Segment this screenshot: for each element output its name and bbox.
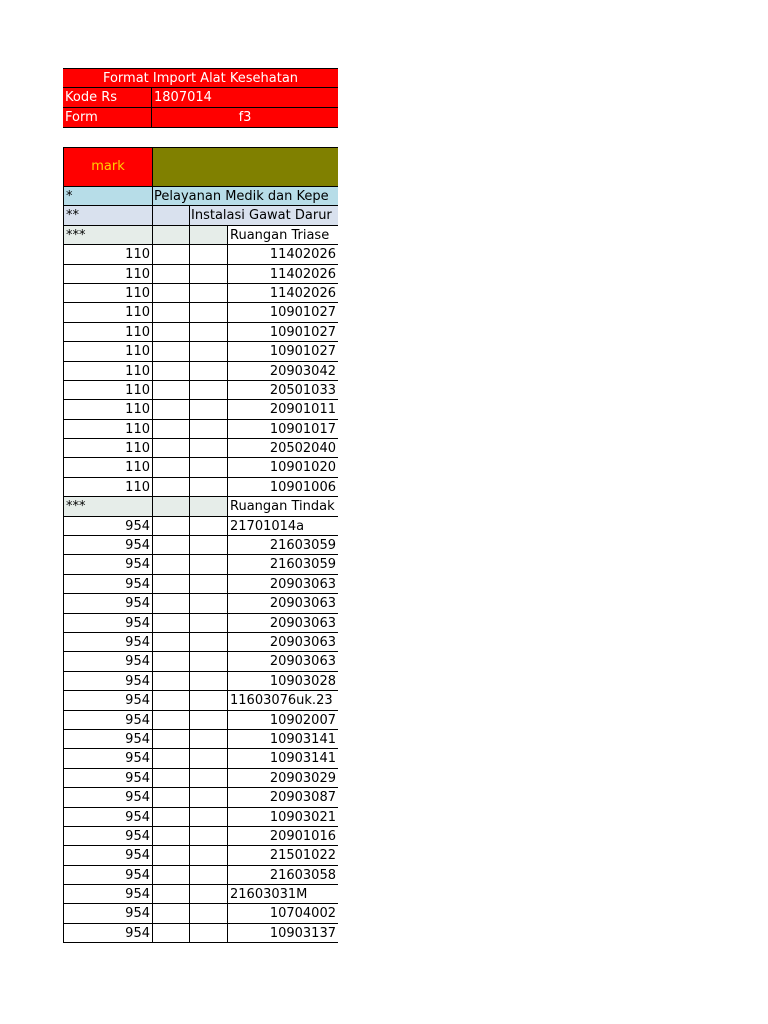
table-row xyxy=(63,808,338,827)
table-row xyxy=(63,749,338,768)
table-row xyxy=(63,711,338,730)
mark-cell[interactable]: 954 xyxy=(63,788,152,806)
mark-cell[interactable]: 110 xyxy=(63,439,152,457)
empty-cell[interactable] xyxy=(152,245,189,263)
empty-cell[interactable] xyxy=(189,517,227,535)
code-cell[interactable]: 10704002 xyxy=(227,904,338,922)
code-cell[interactable]: 20903063 xyxy=(227,652,338,670)
empty-cell[interactable] xyxy=(152,866,189,884)
empty-cell[interactable] xyxy=(189,381,227,399)
empty-cell[interactable] xyxy=(189,866,227,884)
code-cell[interactable]: 10901027 xyxy=(227,342,338,360)
group-name[interactable]: Ruangan Tindak xyxy=(227,497,338,515)
mark-cell[interactable]: 954 xyxy=(63,769,152,787)
table-row xyxy=(63,536,338,555)
mark-cell[interactable]: 110 xyxy=(63,400,152,418)
empty-cell[interactable] xyxy=(189,245,227,263)
empty-cell[interactable] xyxy=(152,497,189,515)
mark-cell[interactable]: 954 xyxy=(63,924,152,942)
level2-row xyxy=(63,206,338,225)
kode-rs-row xyxy=(63,88,338,108)
code-cell[interactable]: 21603058 xyxy=(227,866,338,884)
title-row xyxy=(63,68,338,88)
mark-cell[interactable]: 110 xyxy=(63,265,152,283)
header-block xyxy=(63,68,338,128)
empty-cell[interactable] xyxy=(152,323,189,341)
empty-cell[interactable] xyxy=(189,400,227,418)
code-cell[interactable]: 10903137 xyxy=(227,924,338,942)
mark-cell[interactable]: 954 xyxy=(63,866,152,884)
mark-cell[interactable]: 954 xyxy=(63,652,152,670)
empty-cell[interactable] xyxy=(152,420,189,438)
empty-cell[interactable] xyxy=(152,924,189,942)
mark-cell[interactable]: 954 xyxy=(63,904,152,922)
data-grid xyxy=(63,147,338,943)
empty-cell[interactable] xyxy=(152,362,189,380)
empty-cell[interactable] xyxy=(189,497,227,515)
mark-cell[interactable]: 110 xyxy=(63,381,152,399)
empty-cell[interactable] xyxy=(152,458,189,476)
code-cell[interactable]: 20903029 xyxy=(227,769,338,787)
empty-cell[interactable] xyxy=(189,536,227,554)
empty-cell[interactable] xyxy=(189,439,227,457)
code-cell[interactable]: 10903141 xyxy=(227,749,338,767)
empty-cell[interactable] xyxy=(152,594,189,612)
empty-cell[interactable] xyxy=(152,788,189,806)
code-cell[interactable]: 20903063 xyxy=(227,614,338,632)
empty-cell[interactable] xyxy=(152,711,189,729)
table-row xyxy=(63,439,338,458)
code-cell[interactable]: 11402026 xyxy=(227,265,338,283)
mark-cell[interactable]: 110 xyxy=(63,323,152,341)
table-row xyxy=(63,827,338,846)
table-row xyxy=(63,323,338,342)
empty-cell[interactable] xyxy=(152,827,189,845)
table-row xyxy=(63,303,338,322)
empty-cell[interactable] xyxy=(189,672,227,690)
mark-cell[interactable]: 954 xyxy=(63,614,152,632)
table-row xyxy=(63,517,338,536)
mark-column-header[interactable]: mark xyxy=(64,148,153,186)
code-cell[interactable]: 20903063 xyxy=(227,575,338,593)
mark-cell[interactable]: 110 xyxy=(63,284,152,302)
empty-cell[interactable] xyxy=(189,323,227,341)
code-cell[interactable]: 21603031M xyxy=(227,885,338,903)
mark-cell[interactable]: 954 xyxy=(63,749,152,767)
empty-cell[interactable] xyxy=(152,555,189,573)
table-row xyxy=(63,652,338,671)
table-row xyxy=(63,420,338,439)
empty-cell[interactable] xyxy=(152,284,189,302)
code-cell[interactable]: 21701014a xyxy=(227,517,338,535)
olive-header-cell[interactable] xyxy=(153,148,338,186)
table-row xyxy=(63,362,338,381)
spreadsheet xyxy=(63,68,338,941)
empty-cell[interactable] xyxy=(189,614,227,632)
empty-cell[interactable] xyxy=(189,265,227,283)
empty-cell[interactable] xyxy=(189,846,227,864)
empty-cell[interactable] xyxy=(152,265,189,283)
empty-cell[interactable] xyxy=(189,226,227,244)
table-row xyxy=(63,672,338,691)
code-cell[interactable]: 10903141 xyxy=(227,730,338,748)
empty-cell[interactable] xyxy=(152,904,189,922)
table-row xyxy=(63,633,338,652)
empty-cell[interactable] xyxy=(152,614,189,632)
empty-cell[interactable] xyxy=(152,769,189,787)
level2-text[interactable]: Instalasi Gawat Darur xyxy=(189,206,338,224)
code-cell[interactable]: 21603059 xyxy=(227,555,338,573)
level2-blank-cell[interactable] xyxy=(152,206,189,224)
code-cell[interactable]: 11603076uk.23 xyxy=(227,691,338,709)
mark-cell[interactable]: 110 xyxy=(63,342,152,360)
empty-cell[interactable] xyxy=(152,749,189,767)
empty-cell[interactable] xyxy=(189,769,227,787)
table-row xyxy=(63,284,338,303)
code-cell[interactable]: 10903028 xyxy=(227,672,338,690)
level2-marker[interactable]: ** xyxy=(63,206,152,224)
group-marker[interactable]: *** xyxy=(63,226,152,244)
empty-cell[interactable] xyxy=(152,672,189,690)
code-cell[interactable]: 20903063 xyxy=(227,594,338,612)
code-cell[interactable]: 10901027 xyxy=(227,323,338,341)
group-marker[interactable]: *** xyxy=(63,497,152,515)
empty-cell[interactable] xyxy=(152,303,189,321)
code-cell[interactable]: 10903021 xyxy=(227,808,338,826)
mark-cell[interactable]: 954 xyxy=(63,672,152,690)
mark-cell[interactable]: 954 xyxy=(63,846,152,864)
table-row xyxy=(63,769,338,788)
code-cell[interactable]: 11402026 xyxy=(227,284,338,302)
sheet-title[interactable]: Format Import Alat Kesehatan xyxy=(63,68,338,87)
table-row xyxy=(63,478,338,497)
table-row xyxy=(63,846,338,865)
empty-cell[interactable] xyxy=(189,711,227,729)
empty-cell[interactable] xyxy=(189,420,227,438)
table-row xyxy=(63,575,338,594)
group-header-row xyxy=(63,226,338,245)
form-label[interactable]: Form xyxy=(63,108,152,127)
table-row xyxy=(63,691,338,710)
empty-cell[interactable] xyxy=(152,226,189,244)
group-name[interactable]: Ruangan Triase xyxy=(227,226,338,244)
empty-cell[interactable] xyxy=(189,730,227,748)
empty-cell[interactable] xyxy=(189,904,227,922)
table-row xyxy=(63,904,338,923)
code-cell[interactable]: 20903063 xyxy=(227,633,338,651)
form-value[interactable]: f3 xyxy=(152,108,338,127)
empty-cell[interactable] xyxy=(152,517,189,535)
empty-cell[interactable] xyxy=(189,652,227,670)
mark-cell[interactable]: 110 xyxy=(63,458,152,476)
empty-cell[interactable] xyxy=(152,691,189,709)
mark-cell[interactable]: 954 xyxy=(63,575,152,593)
table-row xyxy=(63,400,338,419)
empty-cell[interactable] xyxy=(152,633,189,651)
code-cell[interactable]: 10901017 xyxy=(227,420,338,438)
column-header-row xyxy=(63,147,338,187)
table-row xyxy=(63,342,338,361)
table-row xyxy=(63,788,338,807)
table-row xyxy=(63,885,338,904)
empty-cell[interactable] xyxy=(189,749,227,767)
empty-cell[interactable] xyxy=(152,808,189,826)
mark-cell[interactable]: 954 xyxy=(63,536,152,554)
empty-cell[interactable] xyxy=(189,478,227,496)
code-cell[interactable]: 20502040 xyxy=(227,439,338,457)
empty-cell[interactable] xyxy=(152,381,189,399)
level1-marker[interactable]: * xyxy=(63,187,152,205)
table-row xyxy=(63,614,338,633)
mark-cell[interactable]: 954 xyxy=(63,730,152,748)
kode-rs-label[interactable]: Kode Rs xyxy=(63,88,152,107)
empty-cell[interactable] xyxy=(189,362,227,380)
empty-cell[interactable] xyxy=(152,478,189,496)
mark-cell[interactable]: 954 xyxy=(63,885,152,903)
mark-cell[interactable]: 954 xyxy=(63,691,152,709)
code-cell[interactable]: 10901027 xyxy=(227,303,338,321)
table-row xyxy=(63,265,338,284)
code-cell[interactable]: 20903042 xyxy=(227,362,338,380)
kode-rs-value[interactable]: 1807014 xyxy=(152,88,338,107)
empty-cell[interactable] xyxy=(189,633,227,651)
empty-cell[interactable] xyxy=(189,342,227,360)
mark-cell[interactable]: 954 xyxy=(63,594,152,612)
table-row xyxy=(63,381,338,400)
empty-cell[interactable] xyxy=(152,400,189,418)
empty-cell[interactable] xyxy=(189,575,227,593)
table-row xyxy=(63,245,338,264)
mark-cell[interactable]: 110 xyxy=(63,420,152,438)
table-row xyxy=(63,730,338,749)
code-cell[interactable]: 20901016 xyxy=(227,827,338,845)
mark-cell[interactable]: 110 xyxy=(63,245,152,263)
groups-container xyxy=(63,226,338,943)
empty-cell[interactable] xyxy=(189,284,227,302)
mark-cell[interactable]: 954 xyxy=(63,555,152,573)
table-row xyxy=(63,866,338,885)
level1-row xyxy=(63,187,338,206)
empty-cell[interactable] xyxy=(189,788,227,806)
mark-cell[interactable]: 110 xyxy=(63,303,152,321)
table-row xyxy=(63,924,338,943)
code-cell[interactable]: 20901011 xyxy=(227,400,338,418)
empty-cell[interactable] xyxy=(152,536,189,554)
code-cell[interactable]: 21603059 xyxy=(227,536,338,554)
mark-cell[interactable]: 110 xyxy=(63,478,152,496)
group-header-row xyxy=(63,497,338,516)
empty-cell[interactable] xyxy=(189,885,227,903)
empty-cell[interactable] xyxy=(152,575,189,593)
mark-cell[interactable]: 954 xyxy=(63,827,152,845)
table-row xyxy=(63,458,338,477)
code-cell[interactable]: 11402026 xyxy=(227,245,338,263)
code-cell[interactable]: 10902007 xyxy=(227,711,338,729)
empty-cell[interactable] xyxy=(152,439,189,457)
mark-cell[interactable]: 954 xyxy=(63,517,152,535)
empty-cell[interactable] xyxy=(189,924,227,942)
empty-cell[interactable] xyxy=(189,555,227,573)
empty-cell[interactable] xyxy=(189,691,227,709)
empty-cell[interactable] xyxy=(189,827,227,845)
empty-cell[interactable] xyxy=(189,303,227,321)
mark-cell[interactable]: 954 xyxy=(63,808,152,826)
code-cell[interactable]: 20903087 xyxy=(227,788,338,806)
form-row xyxy=(63,108,338,128)
table-row xyxy=(63,555,338,574)
empty-cell[interactable] xyxy=(189,594,227,612)
empty-cell[interactable] xyxy=(152,730,189,748)
mark-cell[interactable]: 110 xyxy=(63,362,152,380)
code-cell[interactable]: 20501033 xyxy=(227,381,338,399)
empty-cell[interactable] xyxy=(152,846,189,864)
code-cell[interactable]: 10901006 xyxy=(227,478,338,496)
code-cell[interactable]: 21501022 xyxy=(227,846,338,864)
empty-cell[interactable] xyxy=(152,885,189,903)
empty-cell[interactable] xyxy=(189,458,227,476)
mark-cell[interactable]: 954 xyxy=(63,633,152,651)
empty-cell[interactable] xyxy=(152,652,189,670)
empty-cell[interactable] xyxy=(152,342,189,360)
empty-cell[interactable] xyxy=(189,808,227,826)
mark-cell[interactable]: 954 xyxy=(63,711,152,729)
code-cell[interactable]: 10901020 xyxy=(227,458,338,476)
level1-text[interactable]: Pelayanan Medik dan Kepe xyxy=(152,187,338,205)
table-row xyxy=(63,594,338,613)
